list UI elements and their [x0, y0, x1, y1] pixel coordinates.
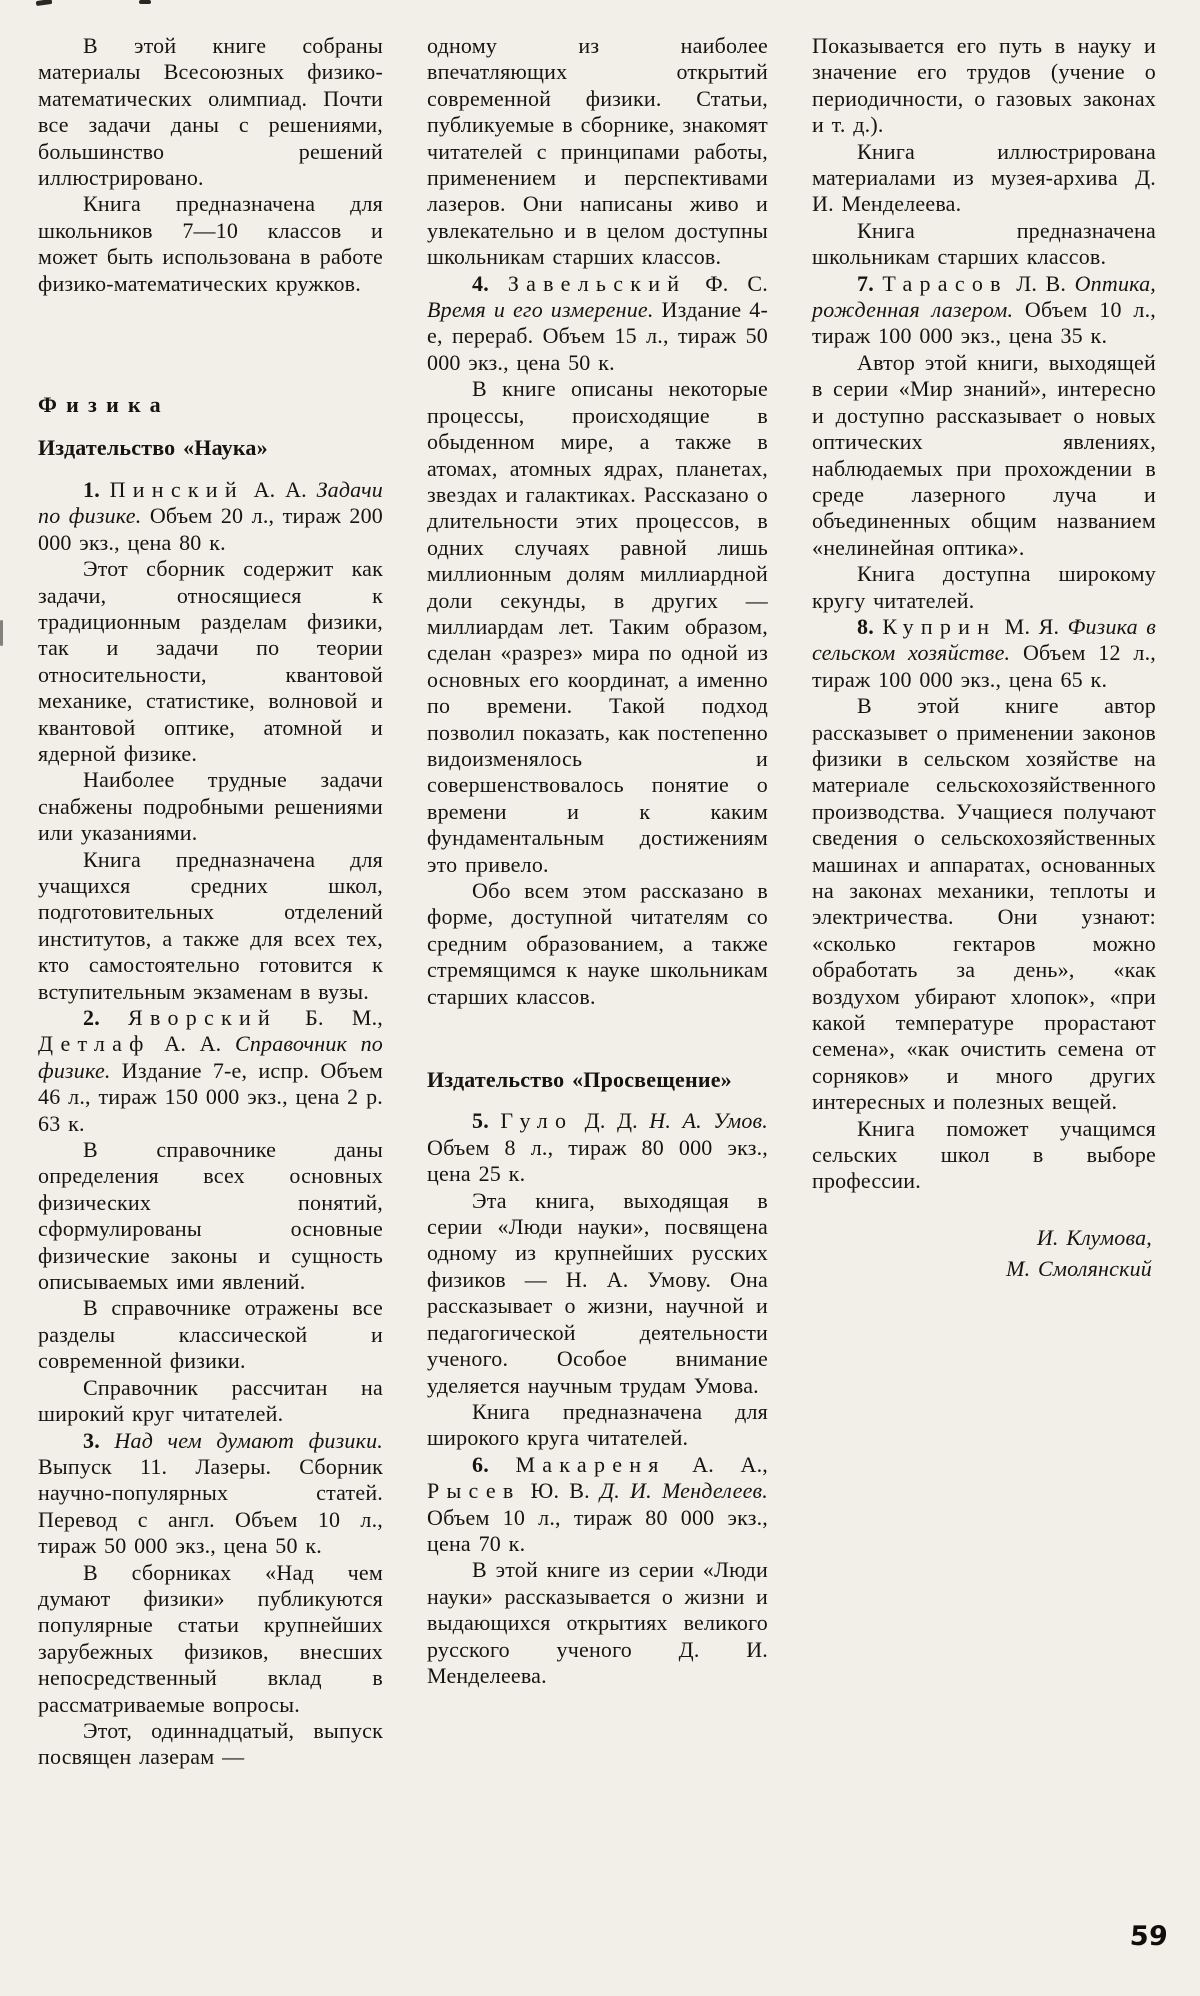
column-3 [812, 33, 1156, 1284]
text-segment: 6. [472, 1451, 516, 1477]
text-segment: Книга доступна широкому кругу читателей. [812, 561, 1156, 613]
entry-2-annotation-1 [38, 1137, 383, 1295]
text-segment: Физика [38, 392, 170, 418]
text-segment: 5. [472, 1108, 501, 1134]
text-segment: Книга иллюстрирована материалами из музея-архива Д. И. Менделеева. [812, 138, 1156, 217]
text-segment: Справочник рассчитан на широкий круг читателей. [38, 1374, 383, 1427]
text-segment: Выпуск 11. Лазеры. Сборник научно-популярных статей. Перевод с англ. Объем 10 л., тираж 50 000 экз., цена 50 к. [38, 1453, 383, 1559]
entry-8-annotation-1 [812, 693, 1156, 1116]
text-segment: В справочнике отражены все разделы классической и современной физики. [38, 1295, 383, 1374]
text-segment: Книга предназначена для учащихся средних школ, подготовительных отделений институтов, а также для всех тех, кто самостоятельно готовится к вступительным экзаменам в вузы. [38, 846, 383, 1004]
text-segment: Книга предназначена для школьников 7—10 классов и может быть использована в работе физико-математических кружков. [38, 191, 383, 296]
text-segment: В этой книге собраны материалы Всесоюзных физико-математических олимпиад. Почти все задачи даны с решениями, большинство решений иллюстрировано. [38, 33, 383, 191]
section-heading-fizika [38, 392, 383, 418]
entry-5-annotation-1 [427, 1188, 768, 1399]
entry-6-annotation-1-continued [812, 33, 1156, 139]
book-entry-8 [812, 614, 1156, 693]
text-segment: Издание 7-е, испр. Объем 46 л., тираж 150 000 экз., цена 2 р. 63 к. [38, 1057, 383, 1136]
text-segment: Л. В. [1007, 270, 1075, 296]
column-2 [427, 33, 768, 1689]
text-segment: Автор этой книги, выходящей в серии «Мир знаний», интересно и доступно рассказывает о новых оптических явлениях, наблюдаемых при прохождении в среде лазерного луча и объединенных общим названием «нелинейная оптика». [812, 349, 1156, 560]
text-segment: одному из наиболее впечатляющих открытий современной физики. Статьи, публикуемые в сборнике, знакомят читателей с принципами работы, применением и перспективами лазеров. Они написаны живо и увлекательно и в целом доступны школьникам старших классов. [427, 33, 768, 270]
entry-4-annotation-1 [427, 376, 768, 878]
text-segment: А. А. [150, 1031, 235, 1057]
book-entry-4 [427, 271, 768, 377]
publisher-heading-prosveshchenie [427, 1067, 768, 1093]
text-segment: Оптика, рожденная лазером. [812, 270, 1156, 323]
text-segment: А. А. [243, 476, 317, 502]
text-segment: Издательство «Наука» [38, 435, 268, 461]
book-entry-2 [38, 1005, 383, 1137]
book-entry-3 [38, 1428, 383, 1560]
text-segment: Объем 10 л., тираж 100 000 экз., цена 35 к. [812, 297, 1156, 349]
entry-6-annotation-2 [812, 139, 1156, 218]
text-segment: Н. А. Умов. [649, 1108, 768, 1134]
entry-2-annotation-2 [38, 1295, 383, 1374]
text-segment: Объем 8 л., тираж 80 000 экз., цена 25 к. [427, 1134, 768, 1187]
text-segment: В справочнике даны определения всех основных физических понятий, сформулированы основные физические законы и сущность описываемых ими явлений. [38, 1137, 383, 1295]
entry-7-annotation-2 [812, 561, 1156, 614]
text-segment: М. Я. [996, 613, 1068, 639]
text-segment: Этот сборник содержит как задачи, относящиеся к традиционным разделам физики, так и задачи по теории относительности, квантовой механике, статистике, волновой и квантовой оптике, атомной и ядерной физике. [38, 556, 383, 766]
text-segment: Обо всем этом рассказано в форме, доступной читателям со средним образованием, а также стремящимся к науке школьникам старших классов. [427, 878, 768, 1009]
text-segment: Этот, одиннадцатый, выпуск посвящен лазерам — [38, 1717, 383, 1770]
text-segment: Д. И. Менделеев. [600, 1478, 768, 1504]
text-segment: Гуло [500, 1108, 574, 1134]
text-segment: Рысев [427, 1478, 521, 1504]
entry-2-annotation-3 [38, 1375, 383, 1428]
text-segment: Куприн [882, 613, 997, 639]
text-segment: Время и его измерение. [427, 297, 654, 323]
text-segment: В этой книге из серии «Люди науки» рассказывается о жизни и выдающихся открытиях великого русского ученого Д. И. Менделеева. [427, 1557, 768, 1688]
text-segment: Справочник по физике. [38, 1031, 383, 1083]
book-entry-1 [38, 477, 383, 556]
text-segment: Ю. В. [520, 1478, 601, 1504]
text-segment: Ф. С. [686, 270, 768, 296]
text-segment: Эта книга, выходящая в серии «Люди науки», посвящена одному из крупнейших русских физиков — Н. А. Умову. Она рассказывает о жизни, научной и педагогической деятельности ученого. Особое внимание уделяется научным трудам Умова. [427, 1187, 768, 1398]
entry-3-annotation-2 [38, 1718, 383, 1771]
entry-6-annotation-3 [812, 218, 1156, 271]
text-segment: Над чем думают физики. [114, 1427, 383, 1453]
text-segment: Издание 4-е, перераб. Объем 15 л., тираж 50 000 экз., цена 50 к. [427, 297, 768, 375]
text-segment: 8. [857, 613, 883, 639]
entry-4-annotation-2 [427, 878, 768, 1010]
book-entry-7 [812, 271, 1156, 350]
text-segment: Объем 20 л., тираж 200 000 экз., цена 80 к. [38, 503, 383, 555]
text-segment: Физика в сельском хозяйстве. [812, 613, 1156, 666]
entry-6-annotation-1 [427, 1557, 768, 1689]
book-entry-5 [427, 1108, 768, 1187]
text-segment: Показывается его путь в науку и значение его трудов (учение о периодичности, о газовых законах и т. д.). [812, 33, 1156, 138]
text-segment: 7. [857, 270, 883, 296]
text-segment: Тарасов [882, 270, 1008, 296]
text-segment: Завельский [507, 270, 687, 296]
book-entry-6 [427, 1452, 768, 1558]
text-segment: Книга предназначена школьникам старших классов. [812, 217, 1156, 270]
text-segment: В сборниках «Над чем думают физики» публикуются популярные статьи крупнейших зарубежных физиков, внесших непосредственный вклад в рассматриваемые вопросы. [38, 1559, 383, 1717]
text-segment: А. А., [665, 1451, 768, 1477]
text-segment: 2. [83, 1005, 129, 1030]
page-number: 59 [1128, 1921, 1169, 1952]
signature-line: М. Смолянский [1006, 1255, 1152, 1281]
text-segment: 3. [83, 1427, 115, 1453]
text-segment: 4. [472, 270, 508, 296]
entry-8-annotation-2 [812, 1116, 1156, 1195]
text-segment: Объем 10 л., тираж 80 000 экз., цена 70 к. [427, 1504, 768, 1556]
entry-7-annotation-1 [812, 350, 1156, 561]
text-segment: Книга поможет учащимся сельских школ в выборе профессии. [812, 1115, 1156, 1194]
entry-3-annotation-1 [38, 1560, 383, 1718]
text-segment: Б. М., [277, 1005, 383, 1030]
entry-1-annotation-2 [38, 767, 383, 846]
publisher-heading-nauka [38, 435, 383, 461]
text-segment: Наиболее трудные задачи снабжены подробными решениями или указаниями. [38, 767, 383, 846]
text-segment: Яворский [128, 1005, 278, 1030]
scan-artifact [36, 0, 53, 6]
scan-artifact [139, 0, 151, 4]
intro-paragraph-1 [38, 33, 383, 191]
text-segment: Детлаф [38, 1031, 151, 1057]
entry-1-annotation-1 [38, 556, 383, 767]
text-segment: В книге описаны некоторые процессы, происходящие в обыденном мире, а также в атомах, атомных ядрах, планетах, звездах и галактиках. Рассказано о длительности этих процессов, в одних случаях равной лишь миллионным долям миллиардной доли секунды, в других — миллиардам лет. Таким образом, сделан «разрез» мира по одной из основных его координат, а именно по времени. Такой подход позволил показать, как постепенно видоизменялось и совершенствовалось понятие о времени и к каким фундаментальным достижениям это привело. [427, 376, 768, 877]
column-1 [38, 33, 383, 1771]
entry-5-annotation-2 [427, 1399, 768, 1452]
text-segment: Макареня [515, 1451, 666, 1477]
text-segment: 1. [83, 476, 110, 502]
text-segment: Д. Д. [573, 1108, 650, 1134]
entry-3-annotation-2-continued [427, 33, 768, 271]
text-segment: Задачи по физике. [38, 476, 383, 529]
text-segment: Объем 12 л., тираж 100 000 экз., цена 65 к. [812, 640, 1156, 692]
entry-1-annotation-3 [38, 847, 383, 1005]
intro-paragraph-2 [38, 191, 383, 297]
text-segment: Книга предназначена для широкого круга читателей. [427, 1398, 768, 1451]
authors-signature [812, 1222, 1156, 1284]
text-segment: Издательство «Просвещение» [427, 1067, 732, 1093]
text-segment: В этой книге автор рассказывет о применении законов физики в сельском хозяйстве на материале сельскохозяйственного производства. Учащиеся получают сведения о сельскохозяйственных машинах и аппаратах, основанных на законах механики, теплоты и электричества. Они узнают: «сколько гектаров можно обработать за день», «как воздухом убирают хлопок», «при какой температуре прорастают семена», «как очистить семена от сорняков» и много других интересных и полезных вещей. [812, 693, 1156, 1115]
scan-artifact [0, 620, 3, 646]
text-segment: Пинский [109, 476, 244, 502]
signature-line: И. Клумова, [1036, 1224, 1152, 1250]
